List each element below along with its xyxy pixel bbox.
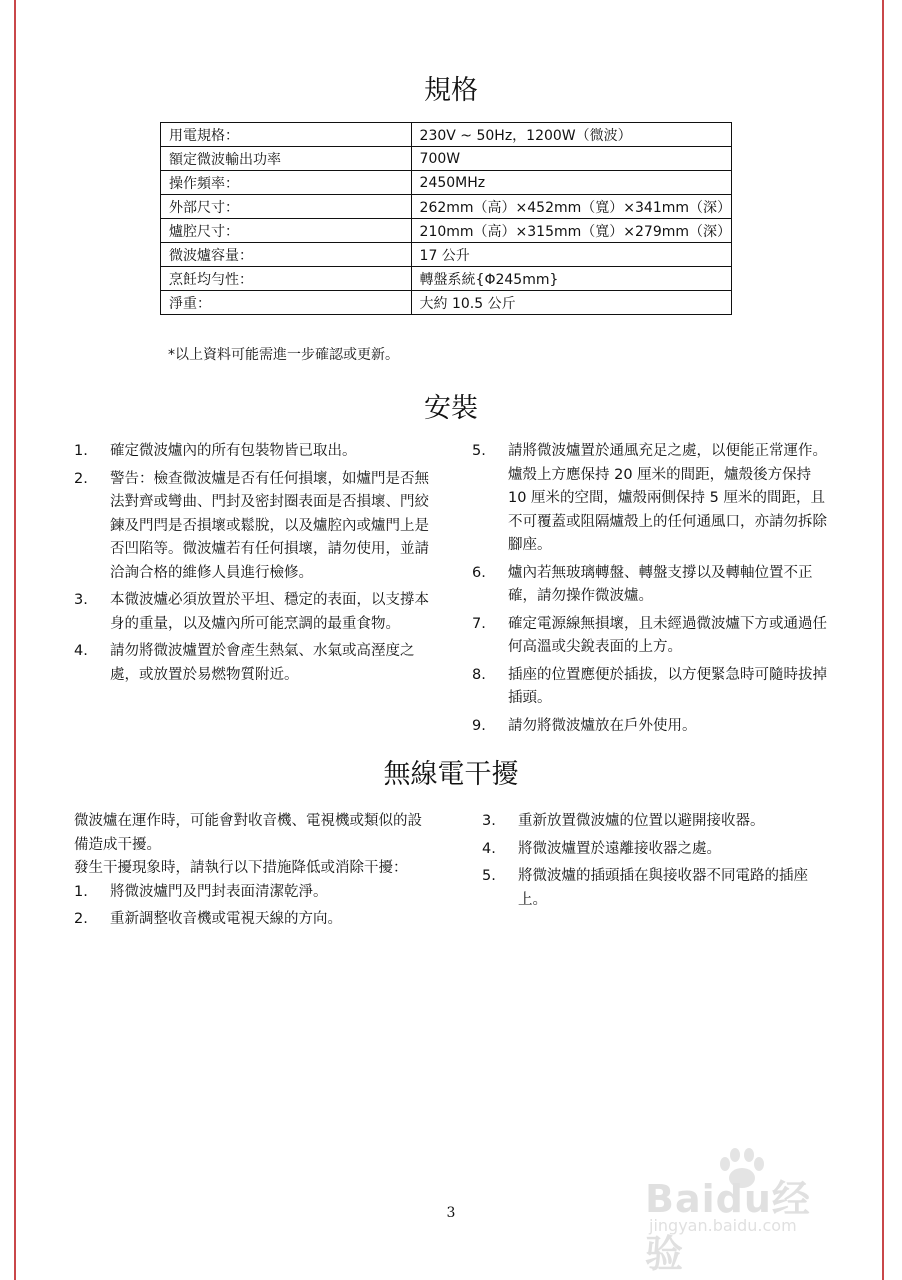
spec-label: 微波爐容量： [161,243,412,267]
watermark-brand: Baidu经验 [645,1177,811,1276]
item-text: 將微波爐的插頭插在與接收器不同電路的插座上。 [518,868,808,908]
item-text: 將微波爐置於遠離接收器之處。 [518,840,721,857]
item-number: 4. [482,840,496,857]
list-item [482,838,832,862]
spec-label: 烹飪均勻性： [161,267,412,291]
item-number: 4. [74,643,88,659]
spec-value: 210mm（高）×315mm（寬）×279mm（深） [411,219,731,243]
item-number: 3. [74,592,88,608]
radio-col-left [74,810,430,936]
spec-value: 230V ~ 50Hz，1200W（微波） [411,123,731,147]
list-item [472,664,832,711]
item-text: 確定微波爐內的所有包裝物皆已取出。 [110,443,357,459]
watermark-url: jingyan.baidu.com [649,1216,797,1235]
item-text: 將微波爐門及門封表面清潔乾淨。 [110,883,328,900]
list-item [472,613,832,660]
list-item [74,440,434,464]
radio-col-right [482,810,832,916]
item-text: 確定電源線無損壞，且未經過微波爐下方或通過任何高溫或尖銳表面的上方。 [508,615,827,655]
specs-title: 規格 [424,75,478,106]
list-item [472,440,832,558]
item-text: 本微波爐必須放置於平坦、穩定的表面，以支撐本身的重量，以及爐內所可能烹調的最重食物。 [110,592,429,632]
item-text: 重新調整收音機或電視天線的方向。 [110,911,342,927]
item-number: 2. [74,911,88,927]
table-row [161,171,732,195]
spec-label: 用電規格： [161,123,412,147]
spec-value: 17 公升 [411,243,731,267]
item-number: 7. [472,615,486,632]
item-number: 5. [472,443,486,459]
table-row [161,291,732,315]
list-item [74,908,430,932]
item-text: 請勿將微波爐放在戶外使用。 [508,717,697,734]
list-item [74,468,434,586]
install-list-left [74,440,434,691]
item-number: 9. [472,717,486,734]
item-number: 8. [472,666,486,683]
spec-note: *以上資料可能需進一步確認或更新。 [168,347,399,363]
list-item [472,562,832,609]
table-row [161,219,732,243]
item-number: 1. [74,883,88,900]
page-number: 3 [446,1205,456,1221]
list-item [482,810,832,834]
spec-label: 操作頻率： [161,171,412,195]
table-row [161,243,732,267]
item-number: 6. [472,564,486,581]
spec-label: 外部尺寸： [161,195,412,219]
table-row [161,195,732,219]
spec-table [160,122,732,315]
item-number: 3. [482,813,496,829]
item-text: 爐內若無玻璃轉盤、轉盤支撐以及轉軸位置不正確，請勿操作微波爐。 [508,564,813,604]
item-text: 重新放置微波爐的位置以避開接收器。 [518,813,765,829]
list-item [74,640,434,687]
list-item [74,589,434,636]
spec-label: 額定微波輸出功率 [161,147,412,171]
spec-value: 轉盤系統{Φ245mm} [411,267,731,291]
radio-intro: 發生干擾現象時，請執行以下措施降低或消除干擾： [74,860,408,876]
item-number: 1. [74,443,88,459]
install-title: 安裝 [424,393,478,424]
spec-label: 淨重： [161,291,412,315]
list-item [482,865,832,912]
radio-intro: 微波爐在運作時，可能會對收音機、電視機或類似的設備造成干擾。 [74,813,422,853]
baidu-watermark [645,1150,845,1276]
spec-value: 大約 10.5 公斤 [411,291,731,315]
item-text: 插座的位置應便於插拔，以方便緊急時可隨時拔掉插頭。 [508,666,827,706]
item-number: 5. [482,868,496,884]
list-item [74,881,430,905]
item-text: 請將微波爐置於通風充足之處，以便能正常運作。爐殼上方應保持 20 厘米的間距，爐殼後方保持 10 厘米的空間，爐殼兩側保持 5 厘米的間距，且不可覆蓋或阻隔爐殼上的任何通風口，亦請勿拆除腳座。 [508,443,827,553]
radio-title: 無線電干擾 [383,759,519,790]
item-text: 請勿將微波爐置於會產生熱氣、水氣或高溼度之處，或放置於易燃物質附近。 [110,643,415,683]
table-row [161,123,732,147]
item-text: 警告：檢查微波爐是否有任何損壞，如爐門是否無法對齊或彎曲、門封及密封圈表面是否損壞、門絞鍊及門閂是否損壞或鬆脫，以及爐腔內或爐門上是否凹陷等。微波爐若有任何損壞，請勿使用，並請洽詢合格的維修人員進行檢修。 [110,470,429,581]
item-number: 2. [74,470,88,487]
table-row [161,267,732,291]
spec-value: 2450MHz [411,171,731,195]
list-item [472,715,832,739]
table-row [161,147,732,171]
spec-value: 700W [411,147,731,171]
spec-label: 爐腔尺寸： [161,219,412,243]
install-list-right [472,440,832,742]
spec-value: 262mm（高）×452mm（寬）×341mm（深） [411,195,731,219]
